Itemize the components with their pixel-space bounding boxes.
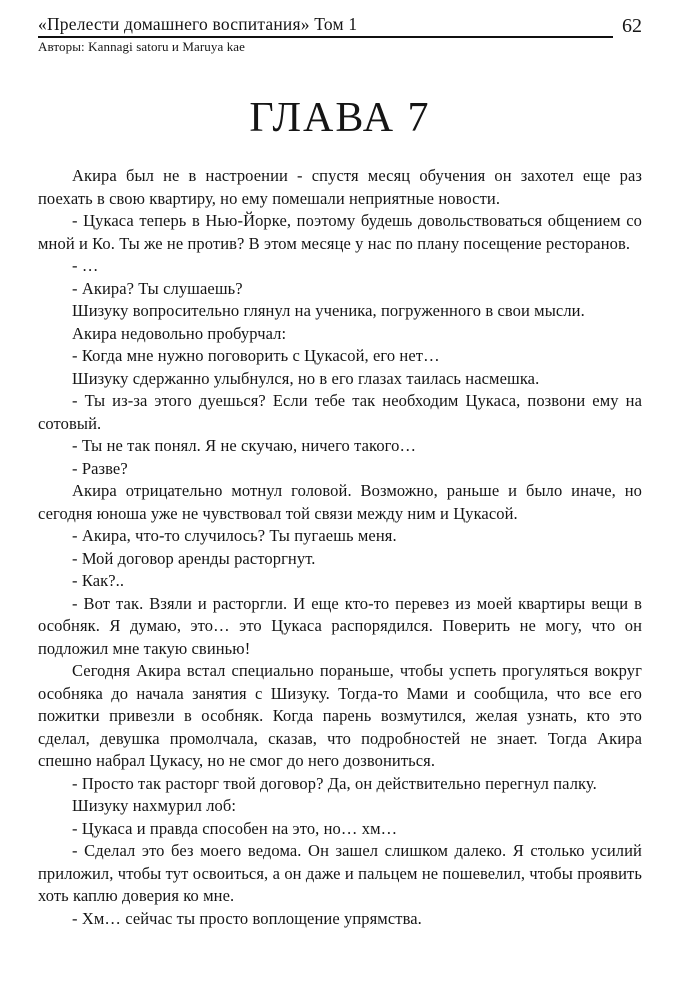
paragraph: Сегодня Акира встал специально пораньше, чтобы успеть прогуляться вокруг особняка до начала занятия с Шизуку. Тогда-то Мами и сообщила, что все его пожитки привезли в особняк. Когда парень возмутился, желая узнать, кто это сделал, девушка промолчала, сказав, что подробностей не знает. Тогда Акира спешно набрал Цукасу, но не смог до него дозвониться. — [38, 661, 642, 770]
paragraph: Шизуку вопросительно глянул на ученика, погруженного в свои мысли. — [72, 301, 585, 320]
paragraph: - Вот так. Взяли и расторгли. И еще кто-то перевез из моей квартиры вещи в особняк. Я думаю, это… это Цукаса распорядился. Поверить не могу, что он подложил мне такую свинью! — [38, 593, 642, 658]
paragraph: - Цукаса и правда способен на это, но… хм… — [72, 818, 398, 838]
paragraph: - Акира, что-то случилось? Ты пугаешь меня. — [72, 526, 397, 545]
paragraph: - Просто так расторг твой договор? Да, он действительно перегнул палку. — [72, 773, 597, 793]
paragraph: - Сделал это без моего ведома. Он зашел слишком далеко. Я столько усилий приложил, чтобы тут освоиться, а он даже и пальцем не пошевелил, чтобы проявить хоть каплю доверия ко мне. — [38, 841, 642, 905]
chapter-title: ГЛАВА 7 — [249, 95, 431, 141]
body-text — [38, 165, 642, 930]
paragraph: - Акира? Ты слушаешь? — [72, 278, 243, 298]
paragraph: Акира недовольно пробурчал: — [72, 323, 287, 343]
book-title: «Прелести домашнего воспитания» Том 1 — [38, 14, 613, 38]
paragraph: Шизуку нахмурил лоб: — [72, 796, 237, 815]
paragraph: Шизуку сдержанно улыбнулся, но в его глазах таилась насмешка. — [72, 368, 540, 388]
paragraph: - Хм… сейчас ты просто воплощение упрямства. — [72, 908, 422, 928]
paragraph: - Как?.. — [72, 571, 125, 590]
paragraph: - Разве? — [72, 458, 128, 478]
paragraph: Акира отрицательно мотнул головой. Возможно, раньше и было иначе, но сегодня юноша уже не чувствовал той связи между ним и Цукасой. — [38, 481, 642, 523]
paragraph: - Когда мне нужно поговорить с Цукасой, его нет… — [72, 346, 440, 365]
page-number: 62 — [622, 15, 642, 37]
paragraph: - … — [72, 256, 99, 275]
paragraph: - Ты не так понял. Я не скучаю, ничего такого… — [72, 436, 417, 455]
paragraph: Акира был не в настроении - спустя месяц обучения он захотел еще раз поехать в свою квартиру, но ему помешали неприятные новости. — [38, 166, 642, 208]
paragraph: - Ты из-за этого дуешься? Если тебе так необходим Цукаса, позвони ему на сотовый. — [38, 391, 642, 433]
authors-line: Авторы: Kannagi satoru и Maruya kae — [38, 39, 246, 54]
paragraph: - Цукаса теперь в Нью-Йорке, поэтому будешь довольствоваться общением со мной и Ко. Ты же не против? В этом месяце у нас по плану посещение ресторанов. — [38, 211, 642, 253]
paragraph: - Мой договор аренды расторгнут. — [72, 548, 316, 568]
running-header — [38, 14, 642, 38]
